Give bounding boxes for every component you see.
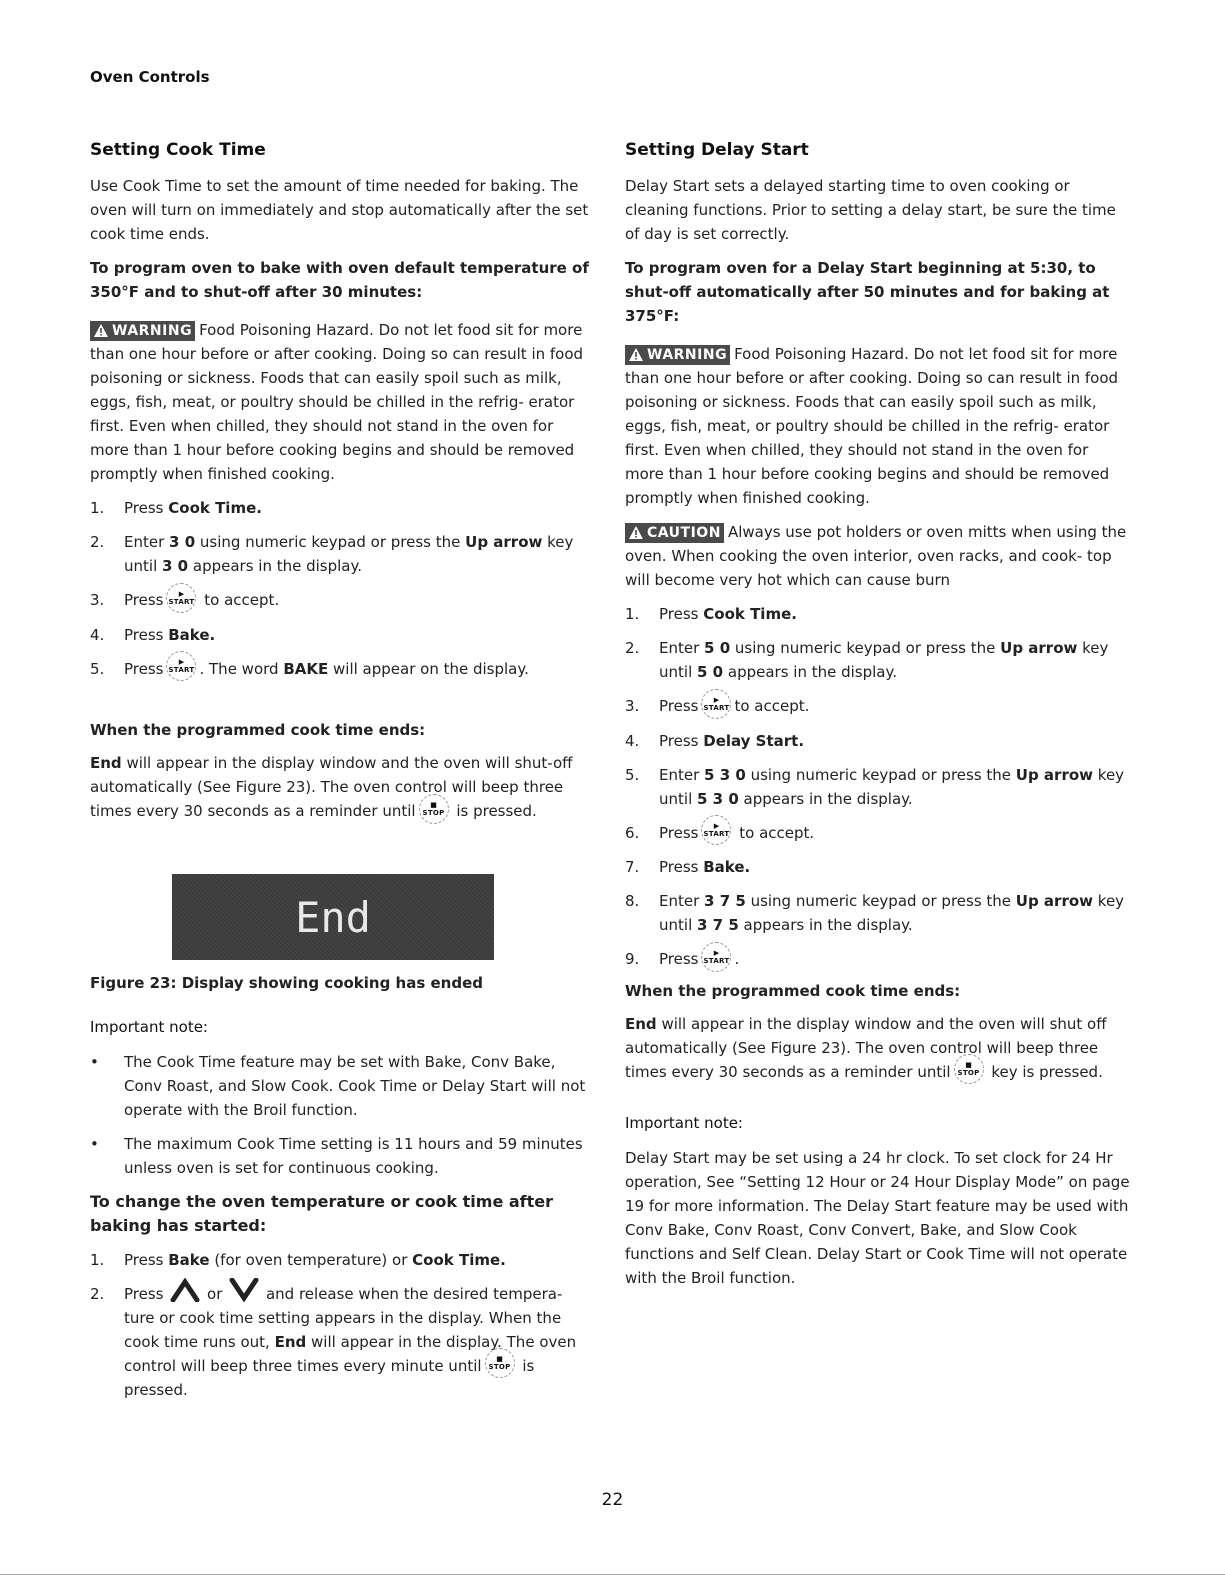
list-item: 2. Enter 5 0 using numeric keypad or press the Up arrow key until 5 0 appears in the display.	[625, 639, 1109, 681]
warning-text: Food Poisoning Hazard. Do not let food sit for more than one hour before or after cooking. Doing so can result in food poisoning or sickness. Foods that can easily spoil such as milk, eggs, fish, meat, or poultry should be chilled in the refrig- erator first. Even when chilled, they should not stand in the oven for more than 1 hour before cooking begins and should be removed promptly when finished cooking.	[90, 321, 584, 483]
start-key-icon: ▶ START	[166, 651, 196, 681]
list-item: 5. Press ▶ START . The word BAKE will appear on the display.	[90, 657, 590, 682]
list-item: 9. Press ▶ START .	[625, 947, 1130, 972]
important-note-title: Important note:	[90, 1017, 208, 1036]
left-column	[90, 140, 590, 1412]
ends-paragraph: End will appear in the display window and the oven will shut-off automatically (See Figure 23). The oven control will beep three times every 30 seconds as a reminder until ■ STOP is pressed.	[90, 751, 590, 824]
list-item: • The Cook Time feature may be set with Bake, Conv Bake, Conv Roast, and Slow Cook. Cook Time or Delay Start will not operate with the Broil function.	[90, 1052, 586, 1119]
list-item: 4. Press Bake.	[90, 625, 216, 644]
stop-key-icon: ■ STOP	[954, 1054, 984, 1084]
start-key-icon: ▶ START	[701, 689, 731, 719]
delay-start-title: Setting Delay Start	[625, 140, 809, 160]
caution-badge	[625, 523, 724, 543]
stop-key-icon: ■ STOP	[419, 794, 449, 824]
end-display-figure	[172, 874, 494, 960]
start-key-icon: ▶ START	[701, 815, 731, 845]
ends-paragraph: End will appear in the display window and the oven will shut off automatically (See Figure 23). The oven control will beep three times every 30 seconds as a reminder until ■ STOP key is pressed.	[625, 1012, 1130, 1085]
cook-time-program-heading: To program oven to bake with oven default temperature of 350°F and to shut-off after 30 minutes:	[90, 259, 589, 301]
delay-start-intro: Delay Start sets a delayed starting time to oven cooking or cleaning functions. Prior to setting a delay start, be sure the time of day is set correctly.	[625, 177, 1116, 243]
caution-text: Always use pot holders or oven mitts when using the oven. When cooking the oven interior, oven racks, and cook- top will become very hot which can cause burn	[625, 523, 1127, 589]
important-notes	[90, 1050, 590, 1180]
warning-badge	[90, 321, 195, 341]
warning-paragraph	[90, 318, 590, 486]
caution-triangle-icon	[628, 525, 644, 540]
stop-key-icon: ■ STOP	[485, 1348, 515, 1378]
ends-heading: When the programmed cook time ends:	[90, 721, 426, 739]
warning-paragraph	[625, 342, 1130, 510]
footer-divider	[0, 1574, 1225, 1575]
page-number: 22	[601, 1490, 624, 1510]
cook-time-title: Setting Cook Time	[90, 140, 266, 160]
important-note-title: Important note:	[625, 1114, 743, 1132]
list-item: 1. Press Cook Time.	[625, 605, 797, 623]
delay-start-steps	[625, 602, 1130, 972]
right-column	[625, 140, 1130, 1300]
figure-caption: Figure 23: Display showing cooking has ended	[90, 973, 484, 992]
section-header: Oven Controls	[90, 68, 210, 86]
change-heading: To change the oven temperature or cook time after baking has started:	[90, 1191, 554, 1235]
warning-label: WARNING	[647, 346, 728, 363]
list-item: • The maximum Cook Time setting is 11 hours and 59 minutes unless oven is set for continuous cooking.	[90, 1134, 583, 1177]
warning-badge	[625, 345, 730, 365]
list-item: 3. Press ▶ START to accept.	[90, 588, 590, 613]
list-item: 3. Press ▶ START to accept.	[625, 694, 1130, 719]
list-item: 6. Press ▶ START to accept.	[625, 821, 1130, 846]
list-item: 1. Press Cook Time.	[90, 499, 262, 517]
svg-text:End: End	[295, 893, 371, 940]
start-key-icon: ▶ START	[166, 583, 196, 613]
warning-triangle-icon	[93, 323, 109, 338]
start-key-icon: ▶ START	[701, 942, 731, 972]
list-item: 2. Press or and release when the desired tempera- ture or cook time setting appears in the display. When the cook time runs out, End will appear in the display. The oven control will beep three times every minute until ■ STOP is pressed.	[90, 1282, 590, 1403]
cook-time-intro: Use Cook Time to set the amount of time needed for baking. The oven will turn on immediately and stop automatically after the set cook time ends.	[90, 177, 589, 243]
end-display-text	[288, 894, 378, 940]
warning-text: Food Poisoning Hazard. Do not let food sit for more than one hour before or after cooking. Doing so can result in food poisoning or sickness. Foods that can easily spoil such as milk, eggs, fish, meat, or poultry should be chilled in the refrig- erator first. Even when chilled, they should not stand in the oven for more than 1 hour before cooking begins and should be removed promptly when finished cooking.	[625, 345, 1119, 507]
list-item: 7. Press Bake.	[625, 858, 751, 876]
warning-label: WARNING	[112, 322, 193, 339]
list-item: 5. Enter 5 3 0 using numeric keypad or press the Up arrow key until 5 3 0 appears in the display.	[625, 765, 1125, 808]
delay-start-program-heading: To program oven for a Delay Start beginning at 5:30, to shut-off automatically after 50 minutes and for baking at 375°F:	[625, 259, 1110, 325]
ends-heading: When the programmed cook time ends:	[625, 981, 961, 1000]
down-arrow-icon	[229, 1278, 259, 1302]
list-item: 1. Press Bake (for oven temperature) or Cook Time.	[90, 1250, 506, 1269]
list-item: 4. Press Delay Start.	[625, 731, 805, 750]
warning-triangle-icon	[628, 347, 644, 362]
caution-paragraph	[625, 520, 1130, 592]
cook-time-steps	[90, 496, 590, 681]
change-steps	[90, 1248, 590, 1403]
up-arrow-icon	[170, 1278, 200, 1302]
list-item: 2. Enter 3 0 using numeric keypad or press the Up arrow key until 3 0 appears in the display.	[90, 533, 574, 575]
list-item: 8. Enter 3 7 5 using numeric keypad or press the Up arrow key until 3 7 5 appears in the display.	[625, 892, 1125, 934]
important-note-text: Delay Start may be set using a 24 hr clock. To set clock for 24 Hr operation, See “Setting 12 Hour or 24 Hour Display Mode” on page 19 for more information. The Delay Start feature may be used with Conv Bake, Conv Roast, Conv Convert, Bake, and Slow Cook functions and Self Clean. Delay Start or Cook Time will not operate with the Broil function.	[625, 1149, 1130, 1287]
caution-label: CAUTION	[647, 524, 721, 541]
